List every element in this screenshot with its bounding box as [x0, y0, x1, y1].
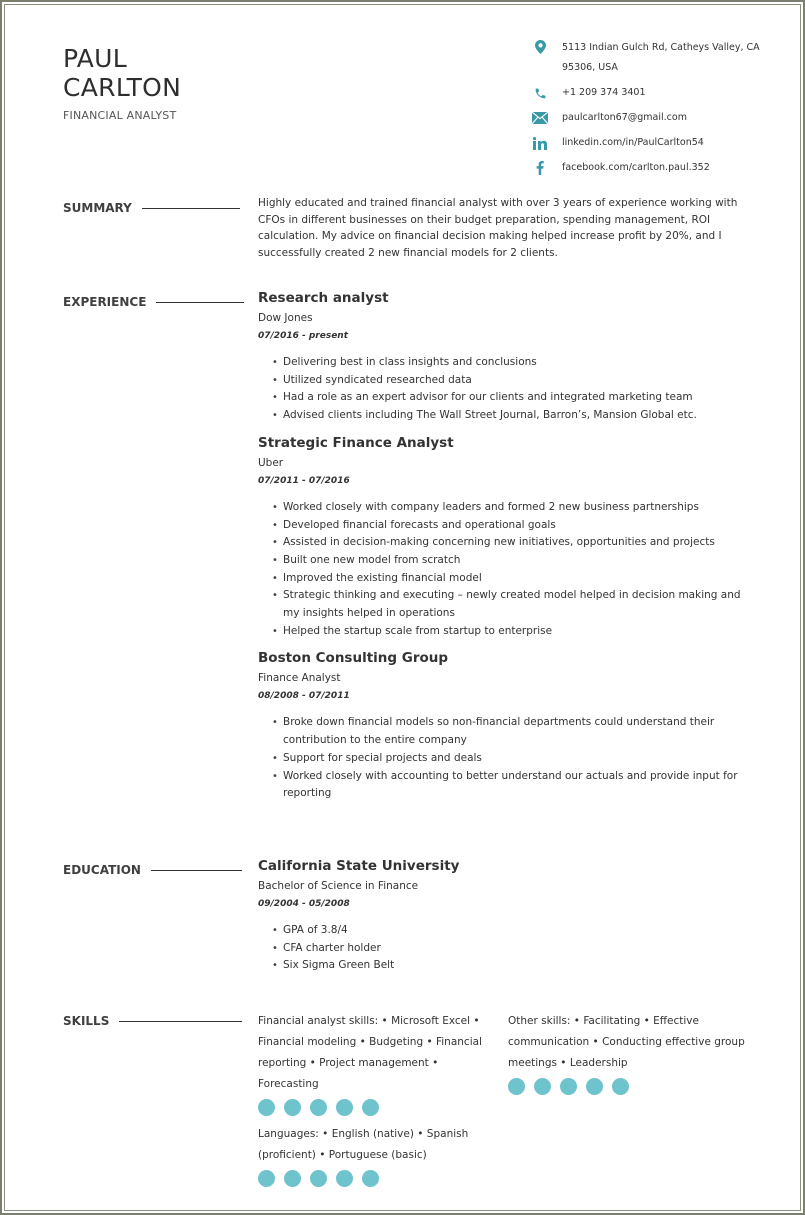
bullet-item: • Helped the startup scale from startup to enterprise: [272, 623, 753, 641]
rating-dot: [508, 1078, 525, 1095]
job-company: Finance Analyst: [258, 672, 341, 685]
rating-dot: [258, 1170, 275, 1187]
rating-dot: [336, 1170, 353, 1187]
contact-address: [530, 38, 770, 78]
job-entry: [258, 649, 753, 803]
rating-dot: [560, 1078, 577, 1095]
facebook-text[interactable]: facebook.com/carlton.paul.352: [562, 162, 710, 173]
section-divider-line: [142, 208, 240, 209]
summary-text: Highly educated and trained financial analyst with over 3 years of experience working with CFOs in different businesses on their budget preparation, spending management, ROI calculation. My advice on financial decision making helped increase profit by 20%, and I successfully created 2 new financial models for 2 clients.: [258, 197, 738, 259]
location-pin-icon: [530, 38, 550, 58]
skill-group: [258, 1124, 508, 1187]
bullet-item: • Delivering best in class insights and conclusions: [272, 354, 753, 372]
section-label-summary: SUMMARY: [63, 201, 240, 215]
section-label-experience: EXPERIENCE: [63, 295, 244, 309]
facebook-icon: [530, 158, 550, 178]
skills-grid: [258, 1011, 753, 1187]
skill-group: [508, 1011, 758, 1116]
bullet-item: • GPA of 3.8/4: [272, 922, 753, 940]
bullet-item: • Utilized syndicated researched data: [272, 372, 753, 390]
phone-text[interactable]: +1 209 374 3401: [562, 87, 646, 98]
contact-block: [530, 38, 770, 178]
email-envelope-icon: [530, 108, 550, 128]
job-bullets: [272, 354, 753, 425]
rating-dot: [362, 1099, 379, 1116]
skill-rating: [258, 1099, 508, 1116]
job-title: Strategic Finance Analyst: [258, 434, 454, 451]
bullet-item: • Strategic thinking and executing – newly created model helped in decision making and my insights helped in operations: [272, 587, 753, 622]
section-divider-line: [119, 1021, 242, 1022]
email-text[interactable]: paulcarlton67@gmail.com: [562, 112, 687, 123]
summary-body: [258, 195, 753, 261]
section-label-skills: SKILLS: [63, 1014, 242, 1028]
skill-group-text: Other skills: • Facilitating • Effective communication • Conducting effective group meetings • Leadership: [508, 1015, 745, 1069]
skills-body: [258, 1011, 753, 1187]
bullet-item: • CFA charter holder: [272, 940, 753, 958]
candidate-name: [63, 44, 181, 102]
skill-rating: [508, 1078, 758, 1095]
rating-dot: [586, 1078, 603, 1095]
contact-phone: [530, 83, 770, 103]
section-label-education: EDUCATION: [63, 863, 242, 877]
rating-dot: [310, 1170, 327, 1187]
rating-dot: [612, 1078, 629, 1095]
bullet-item: • Six Sigma Green Belt: [272, 957, 753, 975]
skill-group-text: Financial analyst skills: • Microsoft Excel • Financial modeling • Budgeting • Financial reporting • Project management • Forecasting: [258, 1015, 482, 1090]
rating-dot: [310, 1099, 327, 1116]
name-first: PAUL: [63, 44, 128, 73]
bullet-item: • Built one new model from scratch: [272, 552, 753, 570]
rating-dot: [258, 1099, 275, 1116]
job-company: Uber: [258, 456, 284, 469]
phone-icon: [530, 83, 550, 103]
bullet-item: • Advised clients including The Wall Street Journal, Barron’s, Mansion Global etc.: [272, 407, 753, 425]
bullet-item: • Worked closely with company leaders and formed 2 new business partnerships: [272, 499, 753, 517]
bullet-item: • Developed financial forecasts and operational goals: [272, 517, 753, 535]
job-bullets: [272, 499, 753, 641]
skill-group: [258, 1011, 508, 1116]
bullet-item: • Broke down financial models so non-financial departments could understand their contribution to the entire company: [272, 714, 753, 749]
job-entry: [258, 289, 753, 425]
rating-dot: [362, 1170, 379, 1187]
section-divider-line: [156, 302, 244, 303]
bullet-item: • Support for special projects and deals: [272, 750, 753, 768]
job-dates: 07/2011 - 07/2016: [258, 475, 350, 486]
degree: Bachelor of Science in Finance: [258, 880, 419, 892]
job-entry: [258, 434, 753, 641]
contact-email: [530, 108, 770, 128]
job-title: Boston Consulting Group: [258, 650, 449, 667]
linkedin-text[interactable]: linkedin.com/in/PaulCarlton54: [562, 137, 704, 148]
linkedin-icon: [530, 133, 550, 153]
contact-linkedin: [530, 133, 770, 153]
rating-dot: [534, 1078, 551, 1095]
address-text: 5113 Indian Gulch Rd, Catheys Valley, CA 95306, USA: [562, 42, 760, 73]
contact-facebook: [530, 158, 770, 178]
rating-dot: [284, 1099, 301, 1116]
job-title-header: FINANCIAL ANALYST: [63, 109, 177, 122]
bullet-item: • Improved the existing financial model: [272, 570, 753, 588]
rating-dot: [336, 1099, 353, 1116]
section-divider-line: [151, 870, 242, 871]
education-body: [258, 857, 753, 975]
job-dates: 07/2016 - present: [258, 331, 349, 341]
job-company: Dow Jones: [258, 312, 313, 324]
skill-rating: [258, 1170, 508, 1187]
job-bullets: [272, 714, 753, 803]
education-bullets: [272, 922, 753, 975]
bullet-item: • Worked closely with accounting to better understand our actuals and provide input for reporting: [272, 768, 753, 803]
job-dates: 08/2008 - 07/2011: [258, 691, 350, 702]
job-title: Research analyst: [258, 290, 389, 306]
name-last: CARLTON: [63, 73, 182, 102]
bullet-item: • Assisted in decision-making concerning new initiatives, opportunities and projects: [272, 534, 753, 552]
experience-body: [258, 289, 753, 812]
school-name: California State University: [258, 858, 460, 874]
rating-dot: [284, 1170, 301, 1187]
education-dates: 09/2004 - 05/2008: [258, 899, 350, 909]
skill-group-text: Languages: • English (native) • Spanish (proficient) • Portuguese (basic): [258, 1128, 469, 1161]
bullet-item: • Had a role as an expert advisor for our clients and integrated marketing team: [272, 389, 753, 407]
